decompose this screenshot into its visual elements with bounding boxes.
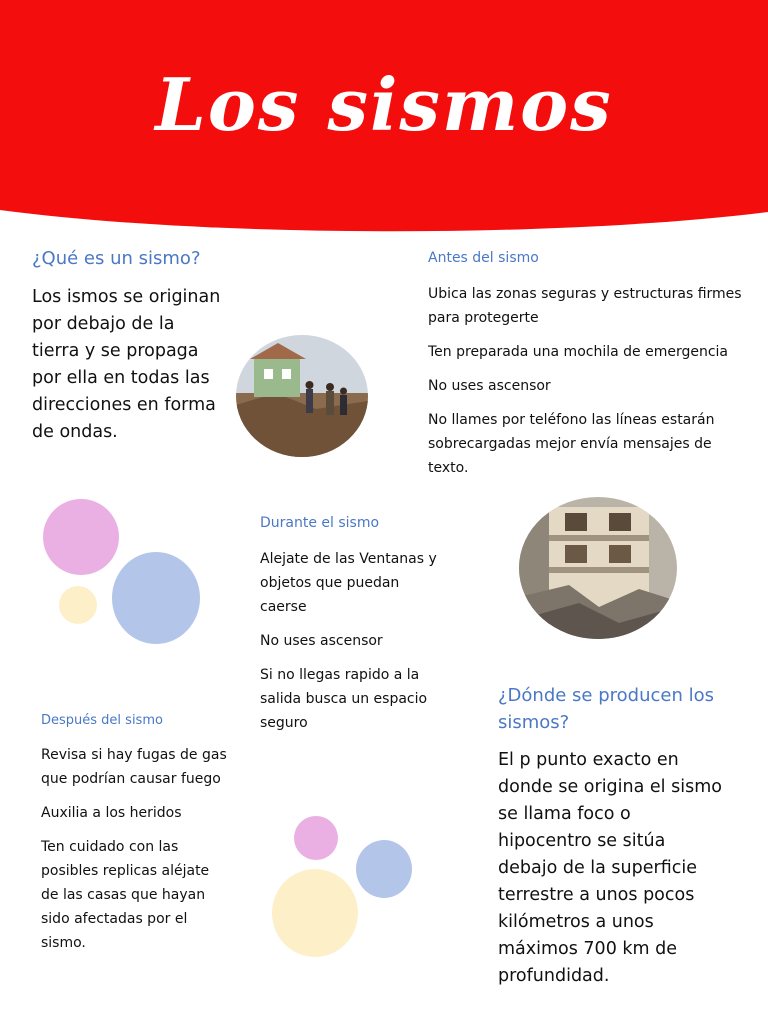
antes-item: No uses ascensor	[428, 378, 551, 394]
durante-list	[260, 547, 450, 745]
durante-heading: Durante el sismo	[260, 515, 380, 531]
durante-item: Si no llegas rapido a la salida busca un espacio seguro	[260, 667, 428, 731]
que-es-paragraph: Los ismos se originan por debajo de la tierra y se propaga por ella en todas las direcciones en forma de ondas.	[32, 287, 221, 442]
durante-item: Alejate de las Ventanas y objetos que puedan caerse	[260, 551, 437, 615]
pink-circle	[43, 499, 119, 575]
antes-list	[428, 282, 748, 490]
despues-heading: Después del sismo	[41, 713, 163, 728]
durante-item: No uses ascensor	[260, 633, 383, 649]
antes-heading: Antes del sismo	[428, 250, 539, 266]
donde-paragraph: El p punto exacto en donde se origina el sismo se llama foco o hipocentro se sitúa debajo de la superficie terrestre a unos pocos kilómetros a unos máximos 700 km de profundidad.	[498, 750, 722, 986]
despues-item: Ten cuidado con las posibles replicas aléjate de las casas que hayan sido afectadas por el sismo.	[41, 839, 210, 951]
page-title: Los sismos	[155, 62, 613, 147]
yellow-circle	[59, 586, 97, 624]
collapsed-building-photo	[519, 497, 677, 639]
blue-circle	[356, 840, 412, 898]
despues-list	[41, 743, 231, 965]
que-es-heading: ¿Qué es un sismo?	[32, 248, 201, 269]
landslide-photo	[236, 335, 368, 457]
despues-item: Auxilia a los heridos	[41, 805, 182, 821]
blue-circle	[112, 552, 200, 644]
donde-heading: ¿Dónde se producen los sismos?	[498, 685, 714, 733]
despues-item: Revisa si hay fugas de gas que podrían causar fuego	[41, 747, 227, 787]
antes-item: No llames por teléfono las líneas estarán sobrecargadas mejor envía mensajes de texto.	[428, 412, 715, 476]
antes-item: Ubica las zonas seguras y estructuras firmes para protegerte	[428, 286, 742, 326]
yellow-circle	[272, 869, 358, 957]
antes-item: Ten preparada una mochila de emergencia	[428, 344, 728, 360]
pink-circle	[294, 816, 338, 860]
donde-text	[498, 747, 728, 1000]
que-es-text	[32, 284, 222, 456]
